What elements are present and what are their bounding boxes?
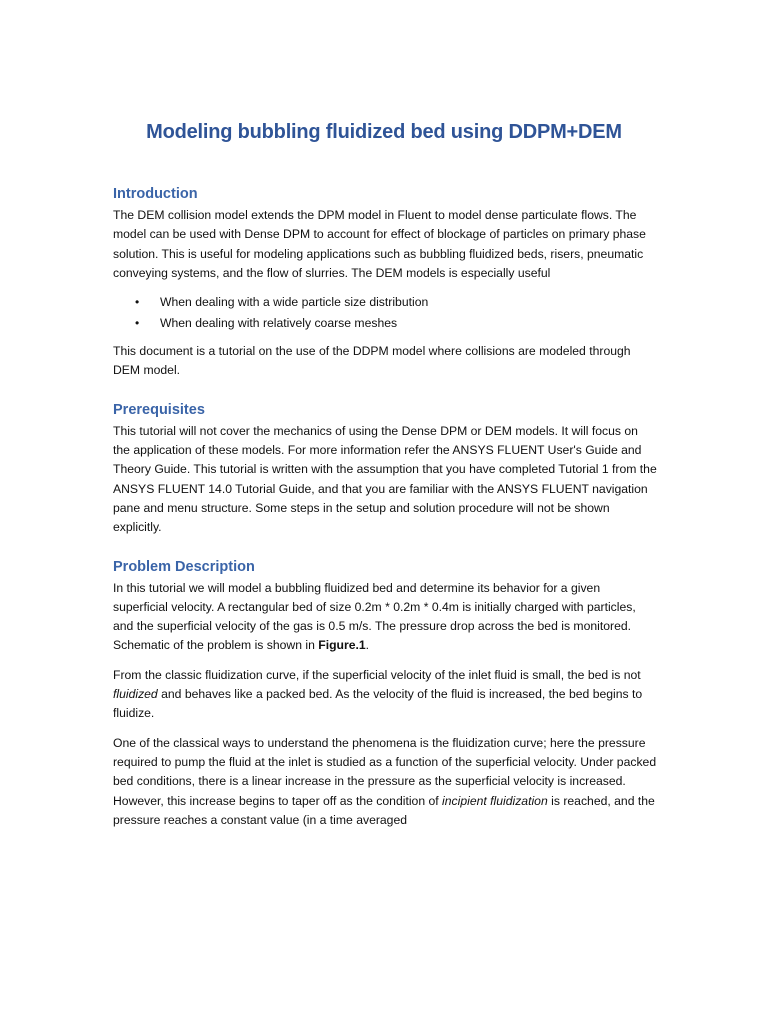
introduction-paragraph-1: The DEM collision model extends the DPM model in Fluent to model dense particulate flows. The model can be used with Dense DPM to account for effect of blockage of particles on primary phase solution. This is useful for modeling applications such as bubbling fluidized beds, risers, pneumatic conveying systems, and the flow of slurries. The DEM models is especially useful xyxy=(113,208,646,280)
problem-paragraph-2-text-a: From the classic fluidization curve, if the superficial velocity of the inlet fluid is small, the bed is not xyxy=(113,667,641,682)
problem-description-heading: Problem Description xyxy=(113,558,255,575)
problem-paragraph-1-text: In this tutorial we will model a bubbling fluidized bed and determine its behavior for a given superficial velocity. A rectangular bed of size 0.2m * 0.2m * 0.4m is initially charged with particles, and the superficial velocity of the gas is 0.5 m/s. The pressure drop across the bed is monitored. Schematic of the problem is shown in xyxy=(113,580,636,653)
bullet-item: • When dealing with relatively coarse meshes xyxy=(113,313,658,334)
introduction-heading: Introduction xyxy=(113,186,198,202)
prerequisites-heading: Prerequisites xyxy=(113,401,205,418)
problem-description-section xyxy=(113,557,658,831)
fluidized-emphasis: fluidized xyxy=(113,687,158,702)
problem-paragraph-1-end: . xyxy=(365,638,370,653)
introduction-section xyxy=(113,184,658,381)
problem-paragraph-3-text-a: One of the classical ways to understand the phenomena is the fluidization curve; here the pressure required to pump the fluid at the inlet is studied as a function of the superficial velocity. Under packed bed conditions, there is a linear increase in the pressure as the superficial velocity is increased. However, this increase begins to taper off as the condition of xyxy=(113,735,657,808)
problem-paragraph-3 xyxy=(113,734,658,830)
prerequisites-paragraph: This tutorial will not cover the mechanics of using the Dense DPM or DEM models. It will focus on the application of these models. For more information refer the ANSYS FLUENT User's Guide and Theory Guide. This tutorial is written with the assumption that you have completed Tutorial 1 from the ANSYS FLUENT 14.0 Tutorial Guide, and that you are familiar with the ANSYS FLUENT navigation pane and menu structure. Some steps in the setup and solution procedure will not be shown explicitly. xyxy=(113,423,657,535)
problem-paragraph-1 xyxy=(113,579,658,656)
document-body xyxy=(113,184,658,830)
prerequisites-section xyxy=(113,400,658,538)
figure-reference: Figure.1 xyxy=(318,638,366,653)
introduction-paragraph-2: This document is a tutorial on the use of the DDPM model where collisions are modeled through DEM model. xyxy=(113,344,631,378)
incipient-fluidization-emphasis: incipient fluidization xyxy=(442,793,548,808)
bullet-item: • When dealing with a wide particle size distribution xyxy=(113,292,658,313)
problem-paragraph-2 xyxy=(113,666,658,724)
introduction-bullet-list xyxy=(113,292,658,333)
problem-paragraph-3-text-b: is reached, and the pressure reaches a constant value (in a time averaged xyxy=(113,793,655,827)
problem-paragraph-2-text-b: and behaves like a packed bed. As the velocity of the fluid is increased, the bed begins to fluidize. xyxy=(113,687,643,721)
document-title: Modeling bubbling fluidized bed using DDPM+DEM xyxy=(146,121,622,143)
